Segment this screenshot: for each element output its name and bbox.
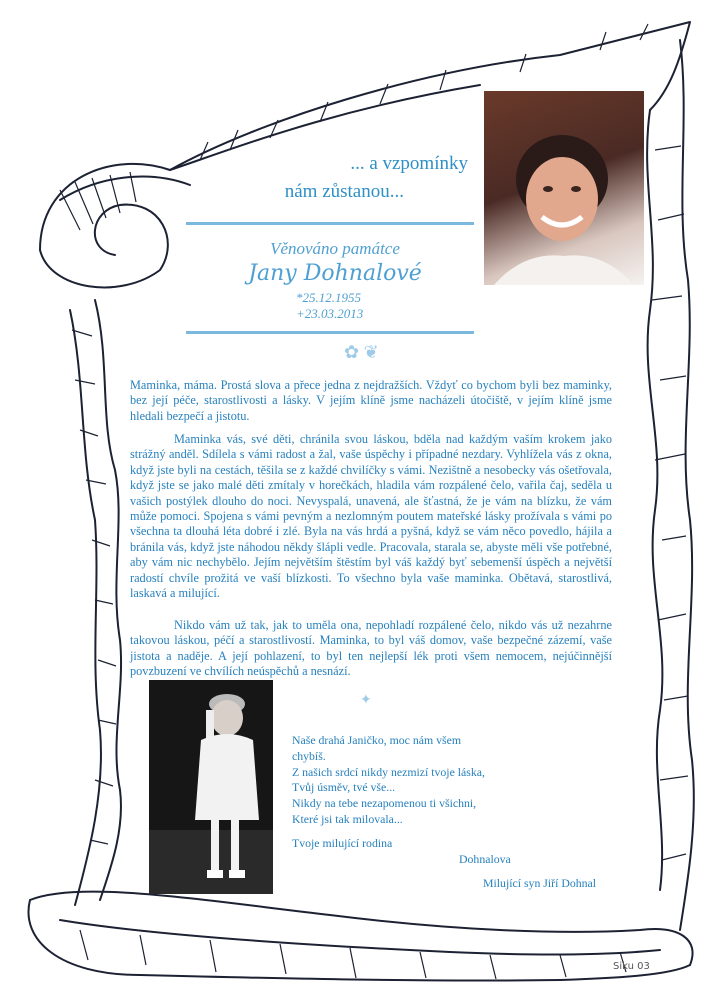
childhood-photo [149,680,273,894]
dedication [230,238,440,288]
signature-surname: Dohnalova [459,852,511,866]
heading-line-2: nám zůstanou... [284,181,404,202]
poem-line: Naše drahá Janičko, moc nám všem [292,733,462,747]
poem-line: Tvůj úsměv, tvé vše... [292,780,396,795]
top-divider [186,222,474,225]
poem-line: Které jsi tak milovala... [292,811,403,826]
paragraph-1: Maminka, máma. Prostá slova a přece jedna z nejdražších. Vždyť co bychom byli bez maminky, bez její péče, starostlivosti a lásky. V jejím klíně jsme nacházeli útočiště, v jejím klíně jsme hledali bezpečí a jistotu. [130,378,612,423]
poem [292,733,485,828]
paragraph-3: Nikdo vám už tak, jak to uměla ona, nepohladí rozpálené čelo, nikdo vás už nezahrne takovou láskou, péčí a starostlivostí. Maminka, to byl váš domov, vaše bezpečné zázemí, vaše jistota a naděje. A její pohlazení, to byl ten nejlepší lék proti všem nemocem, nejúčinnější povzbuzení ve chvílích neúspěchů a nesnází. [130,618,612,679]
poem-line: Z našich srdcí nikdy nezmizí tvoje láska, [292,764,485,779]
life-dates [296,290,363,322]
dedication-line: Věnováno památce [270,239,400,258]
poem-line: chybíš. [292,748,326,763]
deceased-name: Jany Dohnalové [248,261,422,286]
heading-line-1: ... a vzpomínky [350,153,468,174]
poem-line: Nikdy na tebe nezapomenou ti všichni, [292,796,477,811]
bottom-divider [186,331,474,334]
artist-mark: Siku 03 [613,961,650,972]
paragraph-2: Maminka vás, své děti, chránila svou láskou, bděla nad každým vaším krokem jako strážný anděl. Sdílela s vámi radost a žal, vaše úspěchy i případné nezdary. Vyhlížela vás z okna, když jste byli na cestách, těšila se z každé chvilíčky s vámi. Nezištně a nesobecky vás ošetřovala, když jste se jako malé děti zmítaly v horečkách, hladila vám rozpálené čelo, vařila čaj, seděla u vašich postýlek dlouho do noci. Nevyspalá, unavená, ale šťastná, že je vám na blízku, že vám může pomoci. Spojena s vámi pevným a nezlomným poutem mateřské lásky prožívala s vámi po všechna ta dlouhá léta dobré i zlé. Byla na vás hrdá a pyšná, když se vám něco povedlo, hájila a bránila vás, když jste náhodou někdy šlápli vedle. Pracovala, starala se, abyste měli vše potřebné, aby vám nic nechybělo. Jejím největším štěstím byl váš každý byť sebemenší úspěch a největší radostí chvíle prožitá ve vaší blízkosti. To všechno byla vaše maminka. Obětavá, starostlivá, laskavá a milující. [130,432,612,601]
birth-date: *25.12.1955 [296,290,361,305]
portrait-photo [484,91,644,285]
death-date: +23.03.2013 [296,306,364,321]
memorial-heading [268,150,468,206]
signature-family: Tvoje milující rodina [292,836,393,850]
small-ornament-icon: ✦ [360,693,372,708]
floral-ornament-icon: ✿ ❦ [344,342,379,362]
signature-son: Milující syn Jiří Dohnal [483,876,597,890]
